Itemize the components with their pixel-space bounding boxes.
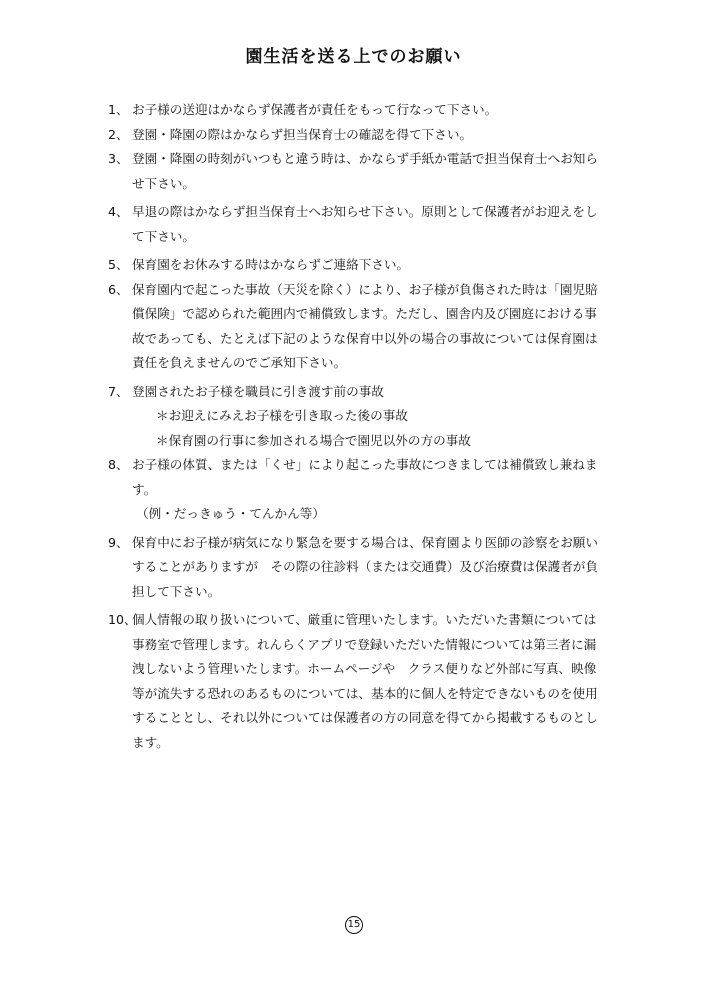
item-number: 8、: [108, 457, 129, 472]
item-text: 償保険」で認められた範囲内で補償致します。ただし、園舎内及び園庭における事: [132, 306, 597, 321]
list-item: [108, 147, 603, 196]
page-number: 15: [345, 916, 363, 934]
item-number: 7、: [108, 383, 129, 399]
sub-item: ＊保育園の行事に参加される場合で園児以外の方の事故: [156, 432, 471, 448]
item-text: お子様の送迎はかならず保護者が責任をもって行なって下さい。: [132, 102, 498, 117]
sub-item: ＊お迎えにみえお子様を引き取った後の事故: [156, 408, 408, 423]
item-text: 個人情報の取り扱いについて、厳重に管理いたします。いただいた書類については: [132, 612, 597, 627]
list-item: [108, 608, 603, 755]
item-text: 登園・降園の際はかならず担当保育士の確認を得て下さい。: [132, 126, 473, 142]
list-item: [108, 98, 603, 123]
item-number: 1、: [108, 102, 129, 117]
item-text: 保育園内で起こった事故（天災を除く）により、お子様が負傷された時は「園児賠: [132, 281, 598, 297]
list-item: [108, 380, 603, 405]
item-number: 3、: [108, 151, 129, 166]
item-text: ます。: [132, 734, 169, 750]
item-text: 登園・降園の時刻がいつもと違う時は、かならず手紙か電話で担当保育士へお知ら: [132, 151, 598, 166]
list-item: [108, 531, 603, 605]
item-text: 故であっても、たとえば下記のような保育中以外の場合の事故については保育園は: [132, 330, 598, 346]
item-text: することがありますが その際の往診料（または交通費）及び治療費は保護者が負: [132, 559, 598, 574]
item-number: 4、: [108, 204, 129, 219]
page-title: 園生活を送る上でのお願い: [245, 47, 462, 67]
item-text: 保育園をお休みする時はかならずご連絡下さい。: [132, 257, 410, 272]
item-text: せ下さい。: [132, 175, 195, 191]
rules-list: [108, 98, 603, 755]
item-number: 5、: [108, 257, 129, 272]
item-text: 事務室で管理します。れんらくアプリで登録いただいた情報については第三者に漏: [132, 636, 597, 652]
list-item: [108, 453, 603, 502]
list-item: [108, 200, 603, 249]
list-item: [108, 123, 603, 148]
item-text: 登園されたお子様を職員に引き渡す前の事故: [132, 383, 384, 399]
item-text: することとし、それ以外については保護者の方の同意を得てから掲載するものとし: [132, 710, 598, 725]
list-item: [108, 253, 603, 278]
item-number: 10、: [108, 612, 137, 627]
item-text: お子様の体質、または「くせ」により起こった事故につきましては補償致し兼ねま: [132, 457, 598, 472]
item-text: て下さい。: [132, 228, 195, 244]
item-text: 等が流失する恐れのあるものについては、基本的に個人を特定できないものを使用: [132, 685, 598, 701]
list-item: [108, 278, 603, 376]
item-text: 担して下さい。: [132, 583, 221, 599]
item-text: 洩しないよう管理いたします。ホームページや クラス便りなど外部に写真、映像: [132, 661, 597, 676]
item-text: す。: [132, 481, 157, 497]
item-text: 早退の際はかならず担当保育士へお知らせ下さい。原則として保護者がお迎えをし: [132, 204, 598, 219]
item-number: 2、: [108, 126, 129, 142]
item-number: 6、: [108, 281, 129, 297]
example-note: （例・だっきゅう・てんかん等）: [136, 506, 325, 521]
item-text: 保育中にお子様が病気になり緊急を要する場合は、保育園より医師の診察をお願い: [132, 534, 598, 550]
item-number: 9、: [108, 534, 129, 550]
item-text: 責任を負えませんのでご承知下さい。: [132, 355, 347, 370]
